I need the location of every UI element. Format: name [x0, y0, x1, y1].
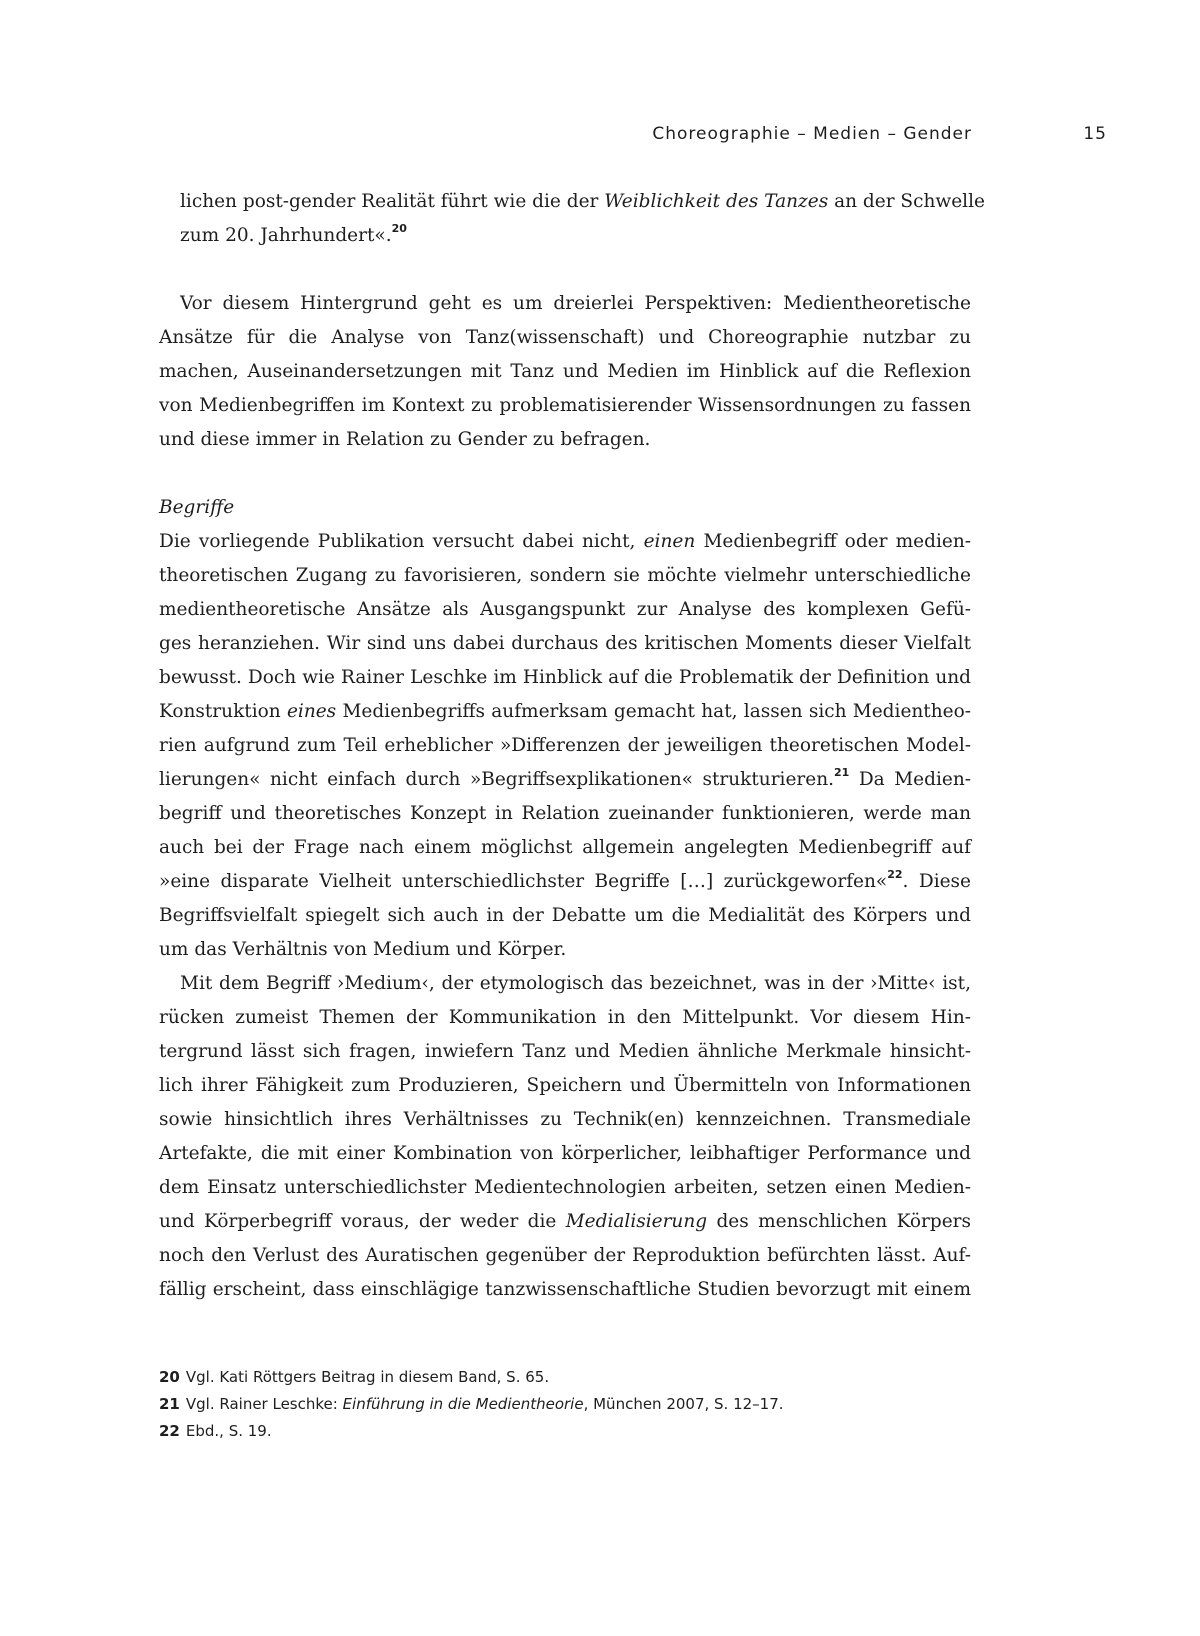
text-line: und Körperbegriff voraus, der weder die Medialisierung des menschlichen Körpers: [159, 1211, 971, 1232]
running-head-title: Choreographie – Medien – Gender: [652, 124, 972, 144]
text-line: ges heranziehen. Wir sind uns dabei durchaus des kritischen Moments dieser Vielfalt: [159, 633, 971, 654]
text-line: Mit dem Begriff ›Medium‹, der etymologisch das bezeichnet, was in der ›Mitte‹ ist,: [180, 973, 971, 994]
footnote-number: 21: [159, 1395, 180, 1413]
text-line: von Medienbegriffen im Kontext zu problematisierender Wissensordnungen zu fassen: [159, 395, 971, 416]
text-line: machen, Auseinandersetzungen mit Tanz und Medien im Hinblick auf die Reflexion: [159, 361, 971, 382]
text-line: noch den Verlust des Auratischen gegenüber der Reproduktion befürchten lässt. Auf-: [159, 1245, 971, 1266]
text-line: bewusst. Doch wie Rainer Leschke im Hinblick auf die Problematik der Definition und: [159, 667, 971, 688]
book-title: Einführung in die Medientheorie: [342, 1395, 584, 1413]
running-head: [0, 124, 1200, 154]
emphasis: Medialisierung: [565, 1211, 708, 1232]
footnote-ref: 21: [834, 766, 850, 779]
footnotes: [159, 1364, 971, 1445]
text-line: lierungen« nicht einfach durch »Begriffsexplikationen« strukturieren.$^{21}$ Da Medien-: [159, 766, 971, 790]
footnote-ref: 22: [887, 868, 903, 881]
text-line: dem Einsatz unterschiedlichster Medientechnologien arbeiten, setzen einen Medien-: [159, 1177, 971, 1198]
text-line: Artefakte, die mit einer Kombination von körperlicher, leibhaftiger Performance und: [159, 1143, 971, 1164]
text-line: auch bei der Frage nach einem möglichst allgemein angelegten Medienbegriff auf: [159, 837, 971, 858]
footnote-ref: 20: [391, 222, 407, 235]
emphasis: einen: [643, 531, 696, 552]
footnote: 22 Ebd., S. 19.: [159, 1422, 272, 1440]
text-line: fällig erscheint, dass einschlägige tanzwissenschaftliche Studien bevorzugt mit einem: [159, 1279, 971, 1300]
footnote: 20 Vgl. Kati Röttgers Beitrag in diesem Band, S. 65.: [159, 1368, 550, 1386]
text-line: Konstruktion eines Medienbegriffs aufmerksam gemacht hat, lassen sich Medientheo-: [159, 701, 971, 722]
text-line: und diese immer in Relation zu Gender zu befragen.: [159, 429, 651, 450]
text-line: medientheoretische Ansätze als Ausgangspunkt zur Analyse des komplexen Gefü-: [159, 599, 971, 620]
footnote-number: 22: [159, 1422, 180, 1440]
text-line: tergrund lässt sich fragen, inwiefern Tanz und Medien ähnliche Merkmale hinsicht-: [159, 1041, 971, 1062]
text-line: Die vorliegende Publikation versucht dabei nicht, einen Medienbegriff oder medien-: [159, 531, 972, 552]
footnote: 21 Vgl. Rainer Leschke: Einführung in die Medientheorie, München 2007, S. 12–17.: [159, 1395, 784, 1413]
text-line: sowie hinsichtlich ihres Verhältnisses zu Technik(en) kennzeichnen. Transmediale: [159, 1109, 971, 1130]
text-line: Begriffsvielfalt spiegelt sich auch in der Debatte um die Medialität des Körpers und: [159, 905, 971, 926]
footnote-number: 20: [159, 1368, 180, 1386]
text-line: um das Verhältnis von Medium und Körper.: [159, 939, 567, 960]
text-line: rien aufgrund zum Teil erheblicher »Differenzen der jeweiligen theoretischen Model-: [159, 735, 971, 756]
text-line: lich ihrer Fähigkeit zum Produzieren, Speichern und Übermitteln von Informationen: [159, 1075, 971, 1096]
text-line: zum 20. Jahrhundert«.$^{20}$: [180, 222, 407, 246]
text-line: Vor diesem Hintergrund geht es um dreierlei Perspektiven: Medientheoretische: [180, 293, 971, 314]
text-line: theoretischen Zugang zu favorisieren, sondern sie möchte vielmehr unterschiedliche: [159, 565, 971, 586]
text-line: »eine disparate Vielheit unterschiedlichster Begriffe […] zurückgeworfen«$^{22}$. Diese: [159, 868, 972, 892]
text-line: Ansätze für die Analyse von Tanz(wissenschaft) und Choreographie nutzbar zu: [159, 327, 971, 348]
text-line: rücken zumeist Themen der Kommunikation in den Mittelpunkt. Vor diesem Hin-: [159, 1007, 971, 1028]
text-line: begriff und theoretisches Konzept in Relation zueinander funktionieren, werde man: [159, 803, 971, 824]
emphasis: Weiblichkeit des Tanzes: [604, 191, 829, 212]
page-number: 15: [1083, 124, 1107, 144]
body-text: [159, 185, 985, 1307]
text-line: lichen post-gender Realität führt wie die der Weiblichkeit des Tanzes an der Schwelle: [180, 191, 985, 212]
emphasis: eines: [286, 701, 337, 722]
section-heading: Begriffe: [159, 497, 235, 518]
